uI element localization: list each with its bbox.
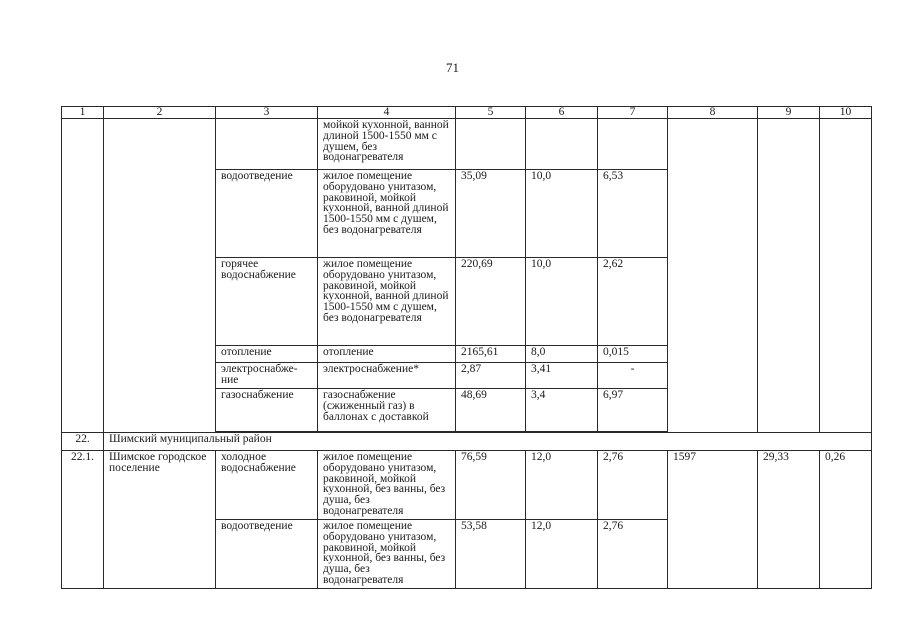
cell-empty: [456, 119, 526, 170]
cell-description: электроснабжение*: [318, 363, 456, 389]
cell-value: 2,62: [598, 258, 668, 346]
cell-description: жилое помещение оборудовано унитазом, раковиной, мойкой кухонной, ванной длиной 1500-1550 мм с душем, без водонагревателя: [318, 258, 456, 346]
cell-value: 8,0: [526, 346, 598, 363]
subsection-number: 22.1.: [62, 451, 104, 589]
column-number: 2: [104, 107, 216, 119]
cell-empty: [62, 119, 104, 433]
cell-value: 2165,61: [456, 346, 526, 363]
cell-value: 12,0: [526, 520, 598, 589]
tariff-table: [61, 106, 872, 589]
cell-service: холодное водоснабжение: [216, 451, 318, 520]
page-number: 71: [446, 60, 459, 75]
cell-description: мойкой кухонной, ванной длиной 1500-1550 мм с душем, без водонагревателя: [318, 119, 456, 170]
cell-value: 12,0: [526, 451, 598, 520]
cell-value: 0,26: [820, 451, 872, 589]
cell-description: жилое помещение оборудовано унитазом, раковиной, мойкой кухонной, без ванны, без душа, без водонагревателя: [318, 520, 456, 589]
cell-service: газоснабжение: [216, 389, 318, 432]
column-number: 8: [668, 107, 758, 119]
cell-value: -: [598, 363, 668, 389]
cell-empty: [104, 119, 216, 433]
cell-value: 6,53: [598, 170, 668, 258]
section-title: Шимский муниципальный район: [104, 433, 872, 451]
column-number: 7: [598, 107, 668, 119]
column-number: 5: [456, 107, 526, 119]
cell-service: водоотведение: [216, 170, 318, 258]
cell-value: 3,4: [526, 389, 598, 432]
table-row: [62, 451, 872, 520]
cell-empty: [758, 119, 820, 433]
column-number: 1: [62, 107, 104, 119]
column-number-row: [62, 107, 872, 119]
cell-value: 10,0: [526, 258, 598, 346]
column-number: 3: [216, 107, 318, 119]
cell-description: газоснабжение (сжиженный газ) в баллонах с доставкой: [318, 389, 456, 432]
section-number: 22.: [62, 433, 104, 451]
cell-value: 10,0: [526, 170, 598, 258]
cell-value: 53,58: [456, 520, 526, 589]
cell-description: жилое помещение оборудовано унитазом, раковиной, мойкой кухонной, без ванны, без душа, без водонагревателя: [318, 451, 456, 520]
table-row: [62, 119, 872, 170]
cell-service: водоотведение: [216, 520, 318, 589]
cell-empty: [526, 119, 598, 170]
cell-description: жилое помещение оборудовано унитазом, раковиной, мойкой кухонной, ванной длиной 1500-1550 мм с душем, без водонагревателя: [318, 170, 456, 258]
cell-value: 29,33: [758, 451, 820, 589]
cell-value: 0,015: [598, 346, 668, 363]
column-number: 9: [758, 107, 820, 119]
cell-service: электроснабже-ние: [216, 363, 318, 389]
cell-description: отопление: [318, 346, 456, 363]
section-row: [62, 433, 872, 451]
cell-service: горячее водоснабжение: [216, 258, 318, 346]
cell-value: 220,69: [456, 258, 526, 346]
cell-empty: [216, 119, 318, 170]
cell-empty: [668, 119, 758, 433]
cell-service: отопление: [216, 346, 318, 363]
column-number: 6: [526, 107, 598, 119]
cell-value: 2,87: [456, 363, 526, 389]
column-number: 4: [318, 107, 456, 119]
cell-value: 48,69: [456, 389, 526, 432]
cell-empty: [598, 119, 668, 170]
cell-value: 6,97: [598, 389, 668, 432]
cell-value: 35,09: [456, 170, 526, 258]
cell-value: 3,41: [526, 363, 598, 389]
settlement-name: Шимское городское поселение: [104, 451, 216, 589]
cell-value: 76,59: [456, 451, 526, 520]
column-number: 10: [820, 107, 872, 119]
cell-value: 1597: [668, 451, 758, 589]
cell-value: 2,76: [598, 451, 668, 520]
cell-value: 2,76: [598, 520, 668, 589]
cell-empty: [820, 119, 872, 433]
